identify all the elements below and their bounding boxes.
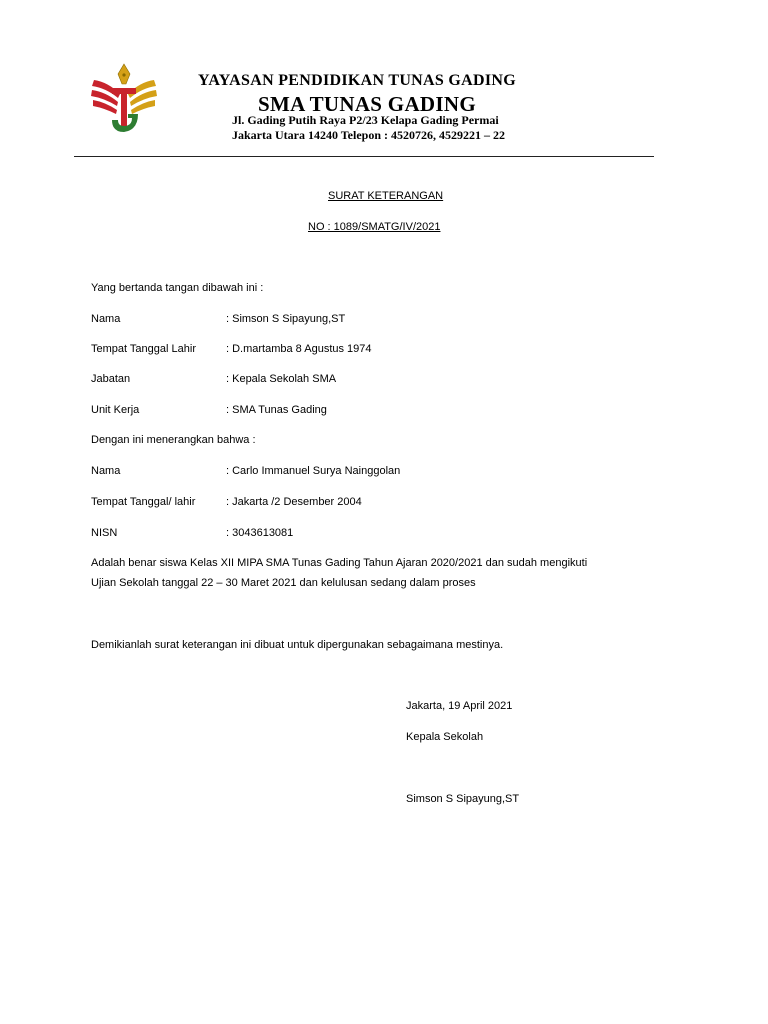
student-nisn-value: : 3043613081 bbox=[226, 527, 294, 539]
statement-line-2: Ujian Sekolah tanggal 22 – 30 Maret 2021 dan kelulusan sedang dalam proses bbox=[91, 577, 476, 589]
address-line-1: Jl. Gading Putih Raya P2/23 Kelapa Gading Permai bbox=[232, 113, 499, 127]
statement-line-1: Adalah benar siswa Kelas XII MIPA SMA Tunas Gading Tahun Ajaran 2020/2021 dan sudah mengikuti bbox=[91, 557, 588, 569]
student-birth-label: Tempat Tanggal/ lahir bbox=[91, 496, 196, 508]
signer-name-label: Nama bbox=[91, 313, 121, 325]
signer-unit-label: Unit Kerja bbox=[91, 404, 140, 416]
signer-unit-value: : SMA Tunas Gading bbox=[226, 404, 327, 416]
student-nisn-label: NISN bbox=[91, 527, 118, 539]
signature-name: Simson S Sipayung,ST bbox=[406, 793, 520, 805]
closing-text: Demikianlah surat keterangan ini dibuat untuk dipergunakan sebagaimana mestinya. bbox=[91, 639, 504, 651]
signer-birth-value: : D.martamba 8 Agustus 1974 bbox=[226, 343, 372, 355]
signer-position-value: : Kepala Sekolah SMA bbox=[226, 373, 337, 385]
declare-text: Dengan ini menerangkan bahwa : bbox=[91, 434, 256, 446]
document-number: NO : 1089/SMATG/IV/2021 bbox=[308, 221, 441, 233]
signer-position-label: Jabatan bbox=[91, 373, 131, 385]
intro-text: Yang bertanda tangan dibawah ini : bbox=[91, 282, 264, 294]
document-title: SURAT KETERANGAN bbox=[328, 190, 444, 202]
signature-place-date: Jakarta, 19 April 2021 bbox=[406, 700, 513, 712]
header-divider bbox=[74, 156, 654, 157]
signer-name-value: : Simson S Sipayung,ST bbox=[226, 313, 346, 325]
signer-birth-label: Tempat Tanggal Lahir bbox=[91, 343, 196, 355]
student-birth-value: : Jakarta /2 Desember 2004 bbox=[226, 496, 362, 508]
foundation-name: YAYASAN PENDIDIKAN TUNAS GADING bbox=[198, 72, 516, 89]
signature-position: Kepala Sekolah bbox=[406, 731, 484, 743]
school-logo-icon bbox=[90, 62, 158, 138]
school-name: SMA TUNAS GADING bbox=[258, 92, 476, 116]
student-name-value: : Carlo Immanuel Surya Nainggolan bbox=[226, 465, 401, 477]
student-name-label: Nama bbox=[91, 465, 121, 477]
address-line-2: Jakarta Utara 14240 Telepon : 4520726, 4529221 – 22 bbox=[232, 128, 505, 142]
